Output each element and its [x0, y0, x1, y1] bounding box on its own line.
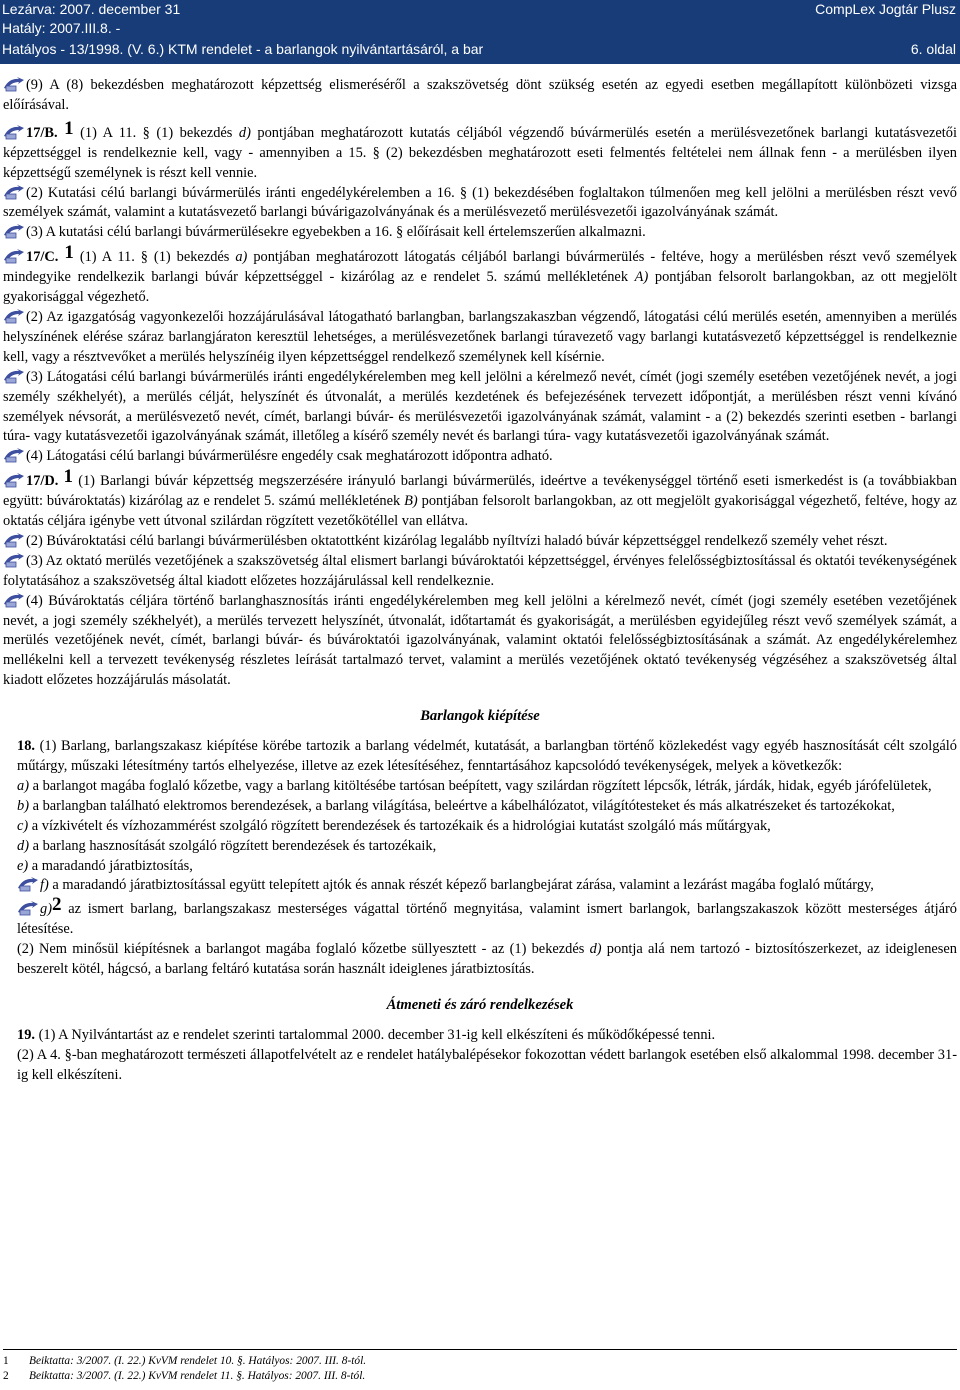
paragraph: (9) A (8) bekezdésben meghatározott képzettség elismeréséről a szakszövetség dönt szükség esetén az egyedi esetben megállapított különbözeti vizsga előírásával. [3, 77, 957, 113]
amendment-link-icon[interactable] [17, 900, 39, 916]
paragraph: (2) Kutatási célú barlangi búvármerülés iránti engedélykérelemben a 16. § (1) bekezdésében foglaltakon túlmenően meg kell jelölni a merülésben részt vevő személyek számát, valamint a kutatásvezető barlangi búvárigazolványának és a merülésvezető merülésvezetői igazolványának számát. [3, 184, 957, 221]
section-17d: 17/D. 1 (1) Barlangi búvár képzettség megszerzésére irányuló barlangi búvármerülés, ideértve a tevékenységgel történő eseti ismerkedést is (a továbbiakban együtt: búvároktatás) kizárólag az e rendelet 5. számú mellékletének B) pontjában felsorolt barlangokban, az ott megjelölt gyakorisággal végezhető, feltéve, hogy az oktatás céljára igénybe vett útvonal szilárdan rögzített vezetőkötéllel van ellátva. [3, 466, 957, 530]
paragraph: (3) A kutatási célú barlangi búvármerülésekre egyebekben a 16. § előírásait kell értelemszerűen alkalmazni. [3, 223, 957, 243]
paragraph: (2) A 4. §-ban meghatározott természeti állapotfelvételt az e rendelet hatálybalépésekor fokozottan védett barlangok esetében első alkalommal 1998. december 31-ig kell elkészíteni. [17, 1046, 957, 1083]
list-item: a) a barlangot magába foglaló kőzetbe, vagy a barlang kitöltésébe tartósan beépített, vagy szilárdan rögzített lépcsők, létrák, járdák, hidak, egyéb járófelületek, [17, 777, 932, 794]
paragraph: (2) Az igazgatóság vagyonkezelői hozzájárulásával látogatható barlangban, barlangszakaszban végzendő, látogatási célú merülés esetén, amennyiben a merülés helyszínének elérése száraz barlangjáraton keresztül lehetséges, a merülésvezetőnek barlangi túravezető vagy barlangi kutatásvezető képzettséggel is rendelkeznie kell, vagy a résztvevőket a merülés helyszínéig ilyen képzettséggel rendelkező személynek kell kísérnie. [3, 308, 957, 365]
paragraph: (2) Nem minősül kiépítésnek a barlangot magába foglaló kőzetbe süllyesztett - az (1) bekezdés d) pontja alá nem tartozó - biztosítószerkezet, az ideiglenesen beszerelt kötél, hágcsó, a barlang feltáró kutatása során használt ideiglenes járatbiztosítás. [17, 941, 957, 978]
section-17c: 17/C. 1 (1) A 11. § (1) bekezdés a) pontjában meghatározott látogatás céljából barlangi búvármerülés - feltéve, hogy a merülésben részt vevő személyek mindegyike rendelkezik barlangi búvár képzettséggel - kizárólag az e rendelet 5. számú mellékletének A) pontjában felsorolt barlangokban, az ott megjelölt gyakorisággal végezhető. [3, 242, 958, 306]
amendment-link-icon[interactable] [3, 552, 25, 568]
amendment-link-icon[interactable] [3, 76, 25, 92]
amendment-link-icon[interactable] [3, 124, 25, 140]
paragraph: (3) Látogatási célú barlangi búvármerülés iránti engedélykérelemben meg kell jelölni a kérelmező nevét, címét (jogi személy esetében vezetőjének nevét, a jogi személy székhelyét), a merülés célját, helyszínét és útvonalát, a merülés kezdetének és befejezésének tervezett időpontját, a merülésben részt venni kívánó személyek névsorát, a merülésvezető nevét, címét, barlangi búvár- és merülésvezetői igazolványának számát, valamint - a (2) bekezdés szerinti esetben - barlangi túra- vagy kutatásvezetői igazolványának számát, illetőleg a kísérő személy nevét és barlangi túra- vagy kutatásvezetői igazolványának számát. [3, 368, 957, 445]
paragraph: (2) Búvároktatási célú barlangi búvármerülésben oktatottként kizárólag legalább nyíltvízi haladó búvár képzettséggel rendelkező személy vehet részt. [3, 532, 957, 552]
document-title: Hatályos - 13/1998. (V. 6.) KTM rendelet - a barlangok nyilvántartásáról, a bar [2, 41, 484, 57]
amendment-link-icon[interactable] [3, 184, 25, 200]
amendment-link-icon[interactable] [3, 308, 25, 324]
footnote-ref[interactable]: 1 [64, 117, 74, 139]
closed-date: Lezárva: 2007. december 31 [2, 1, 181, 17]
list-item: c) a vízkivételt és vízhozammérést szolgáló rögzített berendezések és tartozékaik és a hidrológiai kutatást szolgáló más műtárgyak, [17, 817, 771, 834]
effective-date: Hatály: 2007.III.8. - [2, 20, 121, 36]
section-19: 19. (1) A Nyilvántartást az e rendelet szerinti tartalommal 2000. december 31-ig kell elkészíteni és működőképessé tenni. [17, 1026, 716, 1043]
page-number: 6. oldal [910, 41, 956, 57]
amendment-link-icon[interactable] [3, 368, 25, 384]
paragraph: (4) Búvároktatás céljára történő barlanghasznosítás iránti engedélykérelemben meg kell jelölni a kérelmező nevét, címét (jogi személy esetében vezetőjének nevét, a jogi személy székhelyét), a merülés tervezett helyszínét, útvonalát, időtartamát és gyakoriságát, a merülésben egyidejűleg részt vevő személyek számát, a merülés vezetőjének nevét, címét, barlangi búvár- és búvároktatói igazolványának, valamint oktatói felelősségbiztosításának a számát. Az engedélykérelemhez mellékelni kell a tervezett tevékenység részletes leírását tartalmazó tervet, valamint a merülés vezetőjének oktató tevékenység végzéséhez a szakszövetség által kiadott előzetes hozzájárulás másolatát. [3, 592, 957, 689]
amendment-link-icon[interactable] [3, 248, 25, 264]
amendment-link-icon[interactable] [3, 472, 25, 488]
footnote: 1 Beiktatta: 3/2007. (I. 22.) KvVM rendelet 10. §. Hatályos: 2007. III. 8-tól. [3, 1355, 367, 1367]
document-header [0, 0, 960, 64]
section-heading: Átmeneti és záró rendelkezések [386, 996, 574, 1013]
document-body [3, 76, 957, 1086]
brand-name: CompLex Jogtár Plusz [815, 1, 956, 17]
section-18: 18. (1) Barlang, barlangszakasz kiépítése körébe tartozik a barlang védelmét, kutatását, a barlangban történő közlekedést vagy egyéb hasznosítását célt szolgáló műtárgy, műszaki létesítmény tartós elhelyezése, illetve az ezek létesítéséhez, fenntartásához kapcsolódó tevékenységek, melyek a következők: [17, 738, 957, 774]
amendment-link-icon[interactable] [3, 592, 25, 608]
amendment-link-icon[interactable] [3, 447, 25, 463]
footnote-ref[interactable]: 1 [63, 466, 74, 488]
list-item: b) a barlangban található elektromos berendezések, a barlang világítása, beleértve a kábelhálózatot, világítótesteket és más alkatrészeket és tartozékokat, [17, 797, 895, 814]
list-item: f) a maradandó járatbiztosítással együtt telepített ajtók és annak részét képező barlangbejárat zárása, valamint a lezárást magába foglaló műtárgy, [3, 876, 957, 896]
footnote-ref[interactable]: 2 [52, 894, 62, 916]
amendment-link-icon[interactable] [17, 876, 39, 892]
amendment-link-icon[interactable] [3, 532, 25, 548]
paragraph: (4) Látogatási célú barlangi búvármerülésre engedély csak meghatározott időpontra adható. [3, 447, 957, 467]
list-item: g)2 az ismert barlang, barlangszakasz mesterséges vágattal történő megnyitása, valamint ismert barlangok, barlangszakaszok között mesterséges átjáró létesítése. [17, 894, 957, 938]
paragraph: (3) Az oktató merülés vezetőjének a szakszövetség által elismert barlangi búvároktatói képzettséggel, érvényes felelősségbiztosítással és oktatói tevékenységének folytatásához a szakszövetség által kiadott előzetes hozzájárulással kell rendelkeznie. [3, 552, 957, 589]
list-item: e) a maradandó járatbiztosítás, [17, 857, 193, 874]
footnote-ref[interactable]: 1 [64, 242, 74, 264]
section-17b: 17/B. 1 (1) A 11. § (1) bekezdés d) pontjában meghatározott kutatás céljából végzendő búvármerülés esetén a merülésvezetőnek barlangi kutatásvezetői képzettséggel is rendelkeznie kell, vagy - amennyiben a 15. § (2) bekezdésben meghatározott eseti felmentés feltételei nem állnak fenn - a merülésben ilyen képzettségű személynek is részt kell vennie. [3, 117, 957, 181]
footnote: 2 Beiktatta: 3/2007. (I. 22.) KvVM rendelet 11. §. Hatályos: 2007. III. 8-tól. [3, 1370, 366, 1382]
amendment-link-icon[interactable] [3, 223, 25, 239]
section-heading: Barlangok kiépítése [420, 708, 540, 725]
list-item: d) a barlang hasznosítását szolgáló rögzített berendezések és tartozékaik, [17, 837, 437, 854]
footnotes [3, 1349, 957, 1384]
